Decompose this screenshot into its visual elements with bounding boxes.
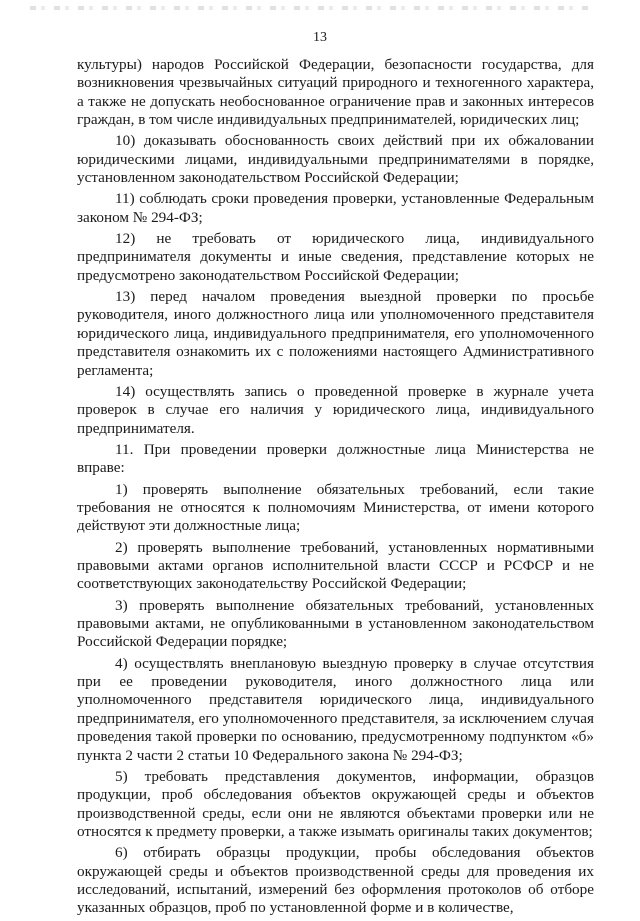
page-number: 13	[313, 30, 327, 45]
paragraph-item-13: 13) перед началом проведения выездной проверки по просьбе руководителя, иного должностного лица или уполномоченного представителя юридического лица, индивидуального предпринимателя, его уполномоченного представителя ознакомить их с положениями настоящего Административного регламента;	[77, 288, 594, 379]
paragraph-prohibition-2: 2) проверять выполнение требований, установленных нормативными правовыми актами органов исполнительной власти СССР и РСФСР и не соответствующих законодательству Российской Федерации;	[77, 538, 594, 593]
paragraph-item-10: 10) доказывать обоснованность своих действий при их обжаловании юридическими лицами, индивидуальными предпринимателями в порядке, установленном законодательством Российской Федерации;	[77, 132, 594, 187]
paragraph-prohibition-1: 1) проверять выполнение обязательных требований, если такие требования не относятся к полномочиям Министерства, от имени которого действуют эти должностные лица;	[77, 480, 594, 535]
paragraph-prohibition-6: 6) отбирать образцы продукции, пробы обследования объектов окружающей среды и объектов производственной среды для проведения их исследований, испытаний, измерений без оформления протоколов об отборе указанных образцов, проб по установленной форме и в количестве,	[77, 844, 594, 917]
paragraph-item-11: 11) соблюдать сроки проведения проверки, установленные Федеральным законом № 294-ФЗ;	[77, 190, 594, 226]
scan-artifact	[30, 6, 590, 10]
paragraph-item-12: 12) не требовать от юридического лица, индивидуального предпринимателя документы и иные сведения, представление которых не предусмотрено законодательством Российской Федерации;	[77, 230, 594, 284]
document-body	[77, 56, 594, 921]
paragraph-section-11: 11. При проведении проверки должностные лица Министерства не вправе:	[77, 440, 594, 477]
paragraph-prohibition-4: 4) осуществлять внеплановую выездную проверку в случае отсутствия при ее проведении руководителя, иного должностного лица или уполномоченного представителя юридического лица, индивидуального предпринимателя, его уполномоченного представителя, за исключением случая проведения такой проверки по основанию, предусмотренному подпунктом «б» пункта 2 части 2 статьи 10 Федерального закона № 294-ФЗ;	[77, 654, 594, 764]
paragraph-continuation: культуры) народов Российской Федерации, безопасности государства, для возникновения чрезвычайных ситуаций природного и техногенного характера, а также не допускать необоснованное ограничение прав и законных интересов граждан, в том числе индивидуальных предпринимателей, юридических лиц;	[77, 56, 594, 129]
paragraph-prohibition-5: 5) требовать представления документов, информации, образцов продукции, проб обследования объектов окружающей среды и объектов производственной среды, если они не являются объектами проверки или не относятся к предмету проверки, а также изымать оригиналы таких документов;	[77, 767, 594, 841]
paragraph-prohibition-3: 3) проверять выполнение обязательных требований, установленных правовыми актами, не опубликованными в установленном законодательством Российской Федерации порядке;	[77, 596, 594, 651]
paragraph-item-14: 14) осуществлять запись о проведенной проверке в журнале учета проверок в случае его наличия у юридического лица, индивидуального предпринимателя.	[77, 382, 594, 437]
